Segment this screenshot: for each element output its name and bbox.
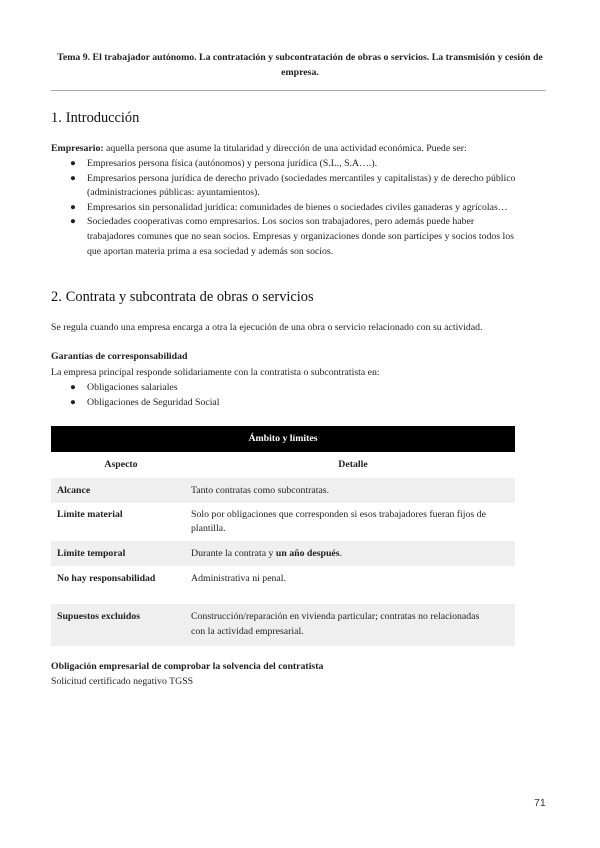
row-aspect: No hay responsabilidad bbox=[57, 573, 156, 584]
scope-limits-table bbox=[51, 426, 515, 646]
section-2-number: 2. bbox=[51, 289, 62, 305]
section-1-number: 1. bbox=[51, 110, 62, 126]
row-detail: Tanto contratas como subcontratas. bbox=[191, 485, 330, 496]
obligation-title: Obligación empresarial de comprobar la solvencia del contratista bbox=[51, 661, 324, 672]
list-item bbox=[51, 157, 521, 172]
empresario-label: Empresario: bbox=[51, 143, 104, 154]
row-detail: Solo por obligaciones que corresponden si esos trabajadores fueran fijos de plantilla. bbox=[191, 509, 486, 534]
row-aspect: Supuestos excluidos bbox=[57, 611, 141, 622]
list-item-text: Sociedades cooperativas como empresarios. Los socios son trabajadores, pero además puede haber trabajadores comunes que no sean socios. Empresas y organizaciones donde son partícipes y socios todos los que aportan materia prima a esa sociedad y además son socios. bbox=[87, 216, 514, 257]
section-1-title: Introducción bbox=[65, 110, 140, 126]
list-item bbox=[51, 396, 521, 411]
list-item-text: Empresarios persona jurídica de derecho privado (sociedades mercantiles y capitalistas) y de derecho público (administraciones públicas: ayuntamientos). bbox=[87, 172, 516, 199]
list-item-text: Empresarios sin personalidad jurídica: comunidades de bienes o sociedades civiles ganaderas y agrícolas… bbox=[87, 201, 508, 213]
bullet-icon: ● bbox=[70, 158, 76, 169]
row-aspect: Alcance bbox=[57, 485, 91, 496]
empresario-types-list bbox=[51, 157, 521, 259]
table-row bbox=[51, 541, 515, 566]
empresario-definition bbox=[51, 142, 549, 157]
table-row bbox=[51, 478, 515, 503]
list-item-text: Obligaciones salariales bbox=[87, 382, 178, 393]
section-1-heading bbox=[51, 110, 139, 127]
column-header-detail: Detalle bbox=[338, 459, 368, 470]
row-detail-pre: Durante la contrata y bbox=[191, 548, 276, 559]
table-row bbox=[51, 604, 515, 646]
row-aspect: Límite temporal bbox=[57, 548, 126, 559]
bullet-icon: ● bbox=[70, 216, 76, 228]
list-item-text: Empresarios persona física (autónomos) y persona jurídica (S.L., S.A….). bbox=[87, 158, 378, 169]
list-item bbox=[51, 215, 521, 259]
bullet-icon: ● bbox=[70, 172, 76, 184]
column-header-aspect: Aspecto bbox=[104, 459, 138, 470]
obligation-text: Solicitud certificado negativo TGSS bbox=[51, 676, 194, 687]
list-item bbox=[51, 381, 521, 396]
page-number: 71 bbox=[534, 797, 546, 809]
section-2-intro: Se regula cuando una empresa encarga a otra la ejecución de una obra o servicio relacionado con su actividad. bbox=[51, 322, 483, 333]
section-2-heading bbox=[51, 289, 314, 306]
list-item-text: Obligaciones de Seguridad Social bbox=[87, 396, 220, 408]
table-header-row bbox=[51, 452, 515, 478]
bullet-icon: ● bbox=[70, 382, 76, 393]
empresario-text: aquella persona que asume la titularidad y dirección de una actividad económica. Puede ser: bbox=[103, 143, 467, 154]
list-item bbox=[51, 201, 521, 216]
section-2-title: Contrata y subcontrata de obras o servicios bbox=[65, 289, 314, 305]
row-detail-post: . bbox=[339, 548, 343, 559]
row-detail bbox=[191, 541, 515, 566]
list-item bbox=[51, 172, 521, 201]
bullet-icon: ● bbox=[70, 396, 76, 408]
page-header-title: Tema 9. El trabajador autónomo. La contratación y subcontratación de obras o servicios. La transmisión y cesión de empresa. bbox=[57, 52, 543, 78]
guarantee-list bbox=[51, 381, 521, 410]
row-detail-bold: un año después bbox=[275, 548, 340, 559]
header-divider bbox=[51, 90, 546, 91]
bullet-icon: ● bbox=[70, 201, 76, 213]
guarantee-text: La empresa principal responde solidariamente con la contratista o subcontratista en: bbox=[51, 367, 380, 378]
row-detail: Construcción/reparación en vivienda particular; contratas no relacionadas con la actividad empresarial. bbox=[191, 611, 480, 637]
row-aspect: Límite material bbox=[57, 509, 123, 520]
table-title: Ámbito y límites bbox=[51, 426, 515, 452]
table-row bbox=[51, 503, 515, 541]
row-detail: Administrativa ni penal. bbox=[191, 573, 286, 584]
table-row bbox=[51, 566, 515, 604]
guarantee-title: Garantías de corresponsabilidad bbox=[51, 351, 188, 362]
